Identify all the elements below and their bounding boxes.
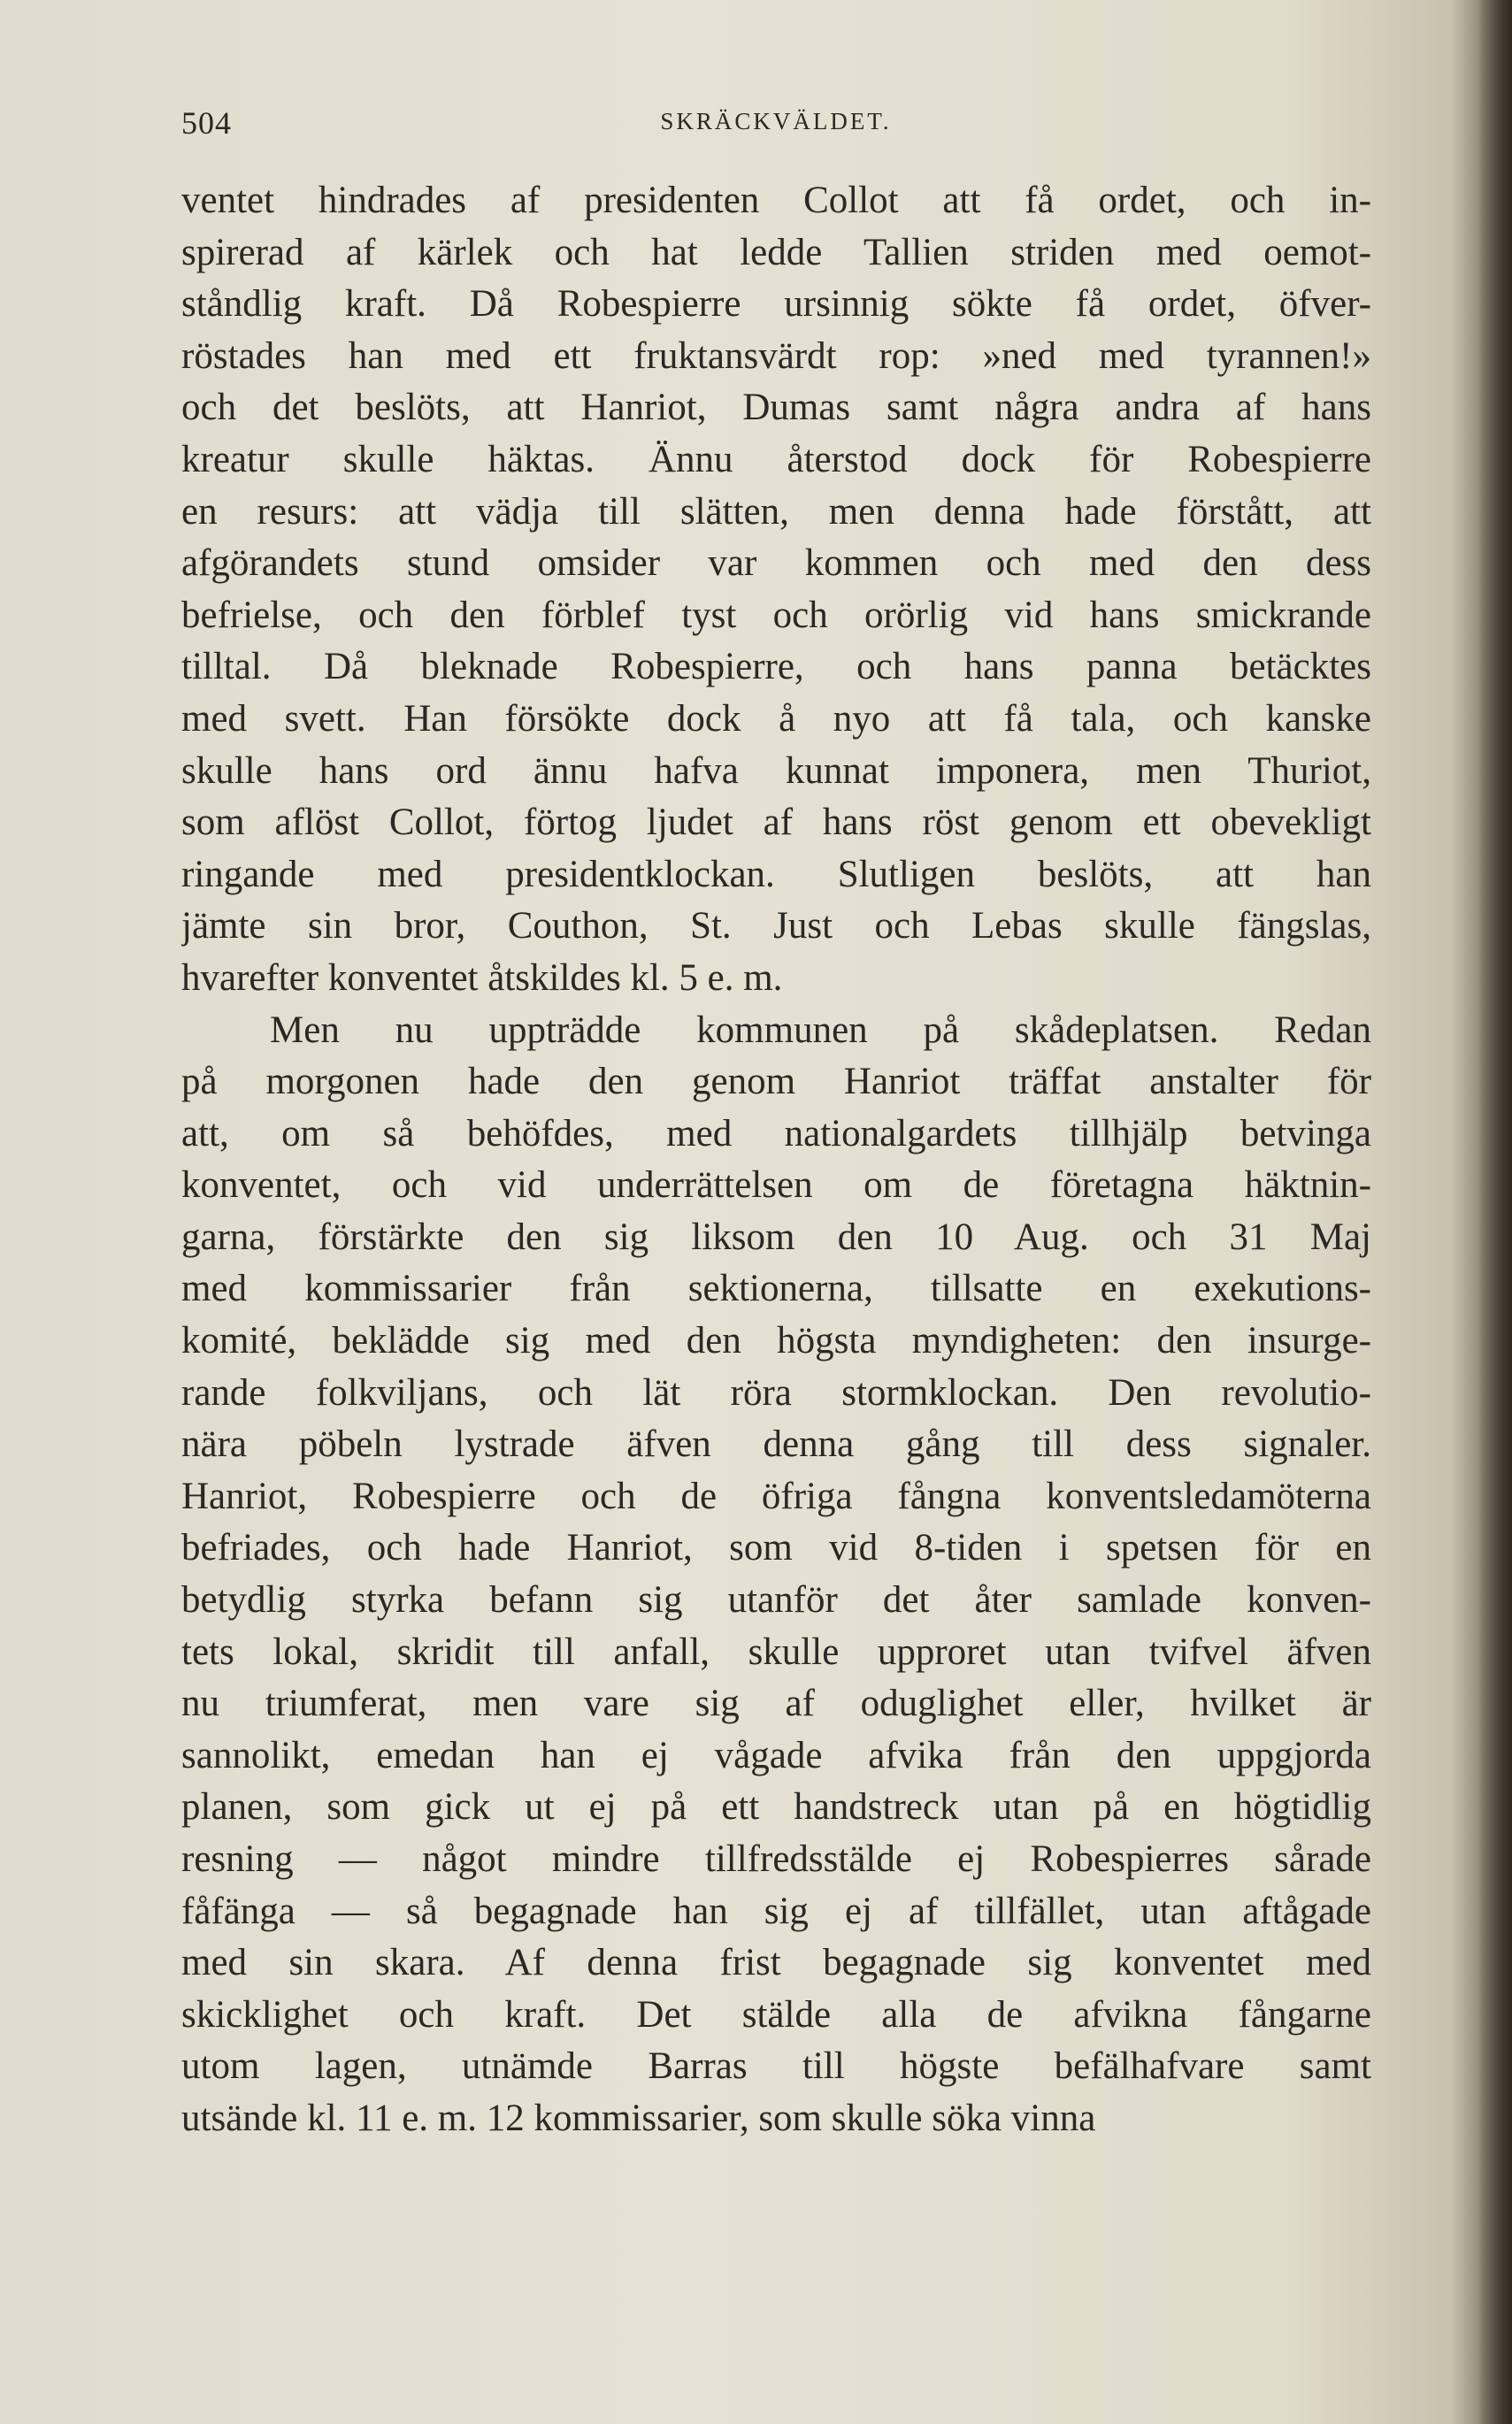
text-line: resning — något mindre tillfredsstälde ej Robespierres sårade <box>181 1838 1371 1880</box>
page-header <box>181 104 1370 149</box>
page-number: 504 <box>181 105 232 141</box>
text-line: skulle hans ord ännu hafva kunnat imponera, men Thuriot, <box>181 749 1371 792</box>
text-line: befriades, och hade Hanriot, som vid 8-tiden i spetsen för en <box>181 1527 1371 1569</box>
text-line: tilltal. Då bleknade Robespierre, och hans panna betäcktes <box>181 646 1371 688</box>
text-line: utsände kl. 11 e. m. 12 kommissarier, som skulle söka vinna <box>181 2097 1096 2139</box>
text-line: komité, beklädde sig med den högsta myndigheten: den insurge- <box>181 1320 1371 1362</box>
running-head: SKRÄCKVÄLDET. <box>660 108 892 134</box>
text-line: afgörandets stund omsider var kommen och med den dess <box>181 542 1371 585</box>
text-line: hvarefter konventet åtskildes kl. 5 e. m. <box>181 956 783 999</box>
text-line: nu triumferat, men vare sig af oduglighet eller, hvilket är <box>181 1683 1371 1725</box>
text-line: röstades han med ett fruktansvärdt rop: »ned med tyrannen!» <box>181 334 1371 377</box>
text-line: utom lagen, utnämde Barras till högste befälhafvare samt <box>181 2045 1371 2088</box>
text-line: som aflöst Collot, förtog ljudet af hans röst genom ett obevekligt <box>181 802 1371 844</box>
text-line: tets lokal, skridit till anfall, skulle upproret utan tvifvel äfven <box>181 1630 1371 1673</box>
text-line: konventet, och vid underrättelsen om de företagna häktnin- <box>181 1164 1371 1207</box>
text-line: fåfänga — så begagnade han sig ej af tillfället, utan aftågade <box>181 1890 1371 1932</box>
text-line: spirerad af kärlek och hat ledde Tallien striden med oemot- <box>181 231 1371 273</box>
text-line: med kommissarier från sektionerna, tillsatte en exekutions- <box>181 1268 1371 1310</box>
text-line: sannolikt, emedan han ej vågade afvika från den uppgjorda <box>181 1734 1371 1776</box>
body-text <box>181 175 1371 2145</box>
text-line: nära pöbeln lystrade äfven denna gång till dess signaler. <box>181 1423 1371 1466</box>
text-line: att, om så behöfdes, med nationalgardets tillhjälp betvinga <box>181 1112 1371 1154</box>
text-line: Hanriot, Robespierre och de öfriga fångna konventsledamöterna <box>181 1475 1371 1517</box>
text-line: betydlig styrka befann sig utanför det åter samlade konven- <box>181 1579 1371 1622</box>
text-line: på morgonen hade den genom Hanriot träffat anstalter för <box>181 1061 1371 1103</box>
text-line: planen, som gick ut ej på ett handstreck utan på en högtidlig <box>181 1786 1371 1829</box>
text-line: ventet hindrades af presidenten Collot att få ordet, och in- <box>181 180 1371 221</box>
text-line: en resurs: att vädja till slätten, men denna hade förstått, att <box>181 490 1371 533</box>
text-line: ståndlig kraft. Då Robespierre ursinnig sökte få ordet, öfver- <box>181 283 1371 326</box>
text-line: ringande med presidentklockan. Slutligen beslöts, att han <box>181 853 1371 895</box>
text-line: med sin skara. Af denna frist begagnade sig konventet med <box>181 1942 1371 1984</box>
page-edge-shadow <box>1477 0 1512 2424</box>
text-line: och det beslöts, att Hanriot, Dumas samt några andra af hans <box>181 387 1371 429</box>
text-line: med svett. Han försökte dock å nyo att få tala, och kanske <box>181 697 1371 740</box>
text-line: skicklighet och kraft. Det stälde alla de afvikna fångarne <box>181 1993 1371 2036</box>
text-line: jämte sin bror, Couthon, St. Just och Lebas skulle fängslas, <box>181 905 1371 947</box>
text-line: kreatur skulle häktas. Ännu återstod dock för Robespierre <box>181 438 1371 480</box>
text-line: garna, förstärkte den sig liksom den 10 Aug. och 31 Maj <box>181 1216 1371 1258</box>
text-line: rande folkviljans, och lät röra stormklockan. Den revolutio- <box>181 1371 1371 1414</box>
text-line: befrielse, och den förblef tyst och orörlig vid hans smickrande <box>181 594 1371 636</box>
text-line: Men nu uppträdde kommunen på skådeplatsen. Redan <box>270 1009 1371 1051</box>
